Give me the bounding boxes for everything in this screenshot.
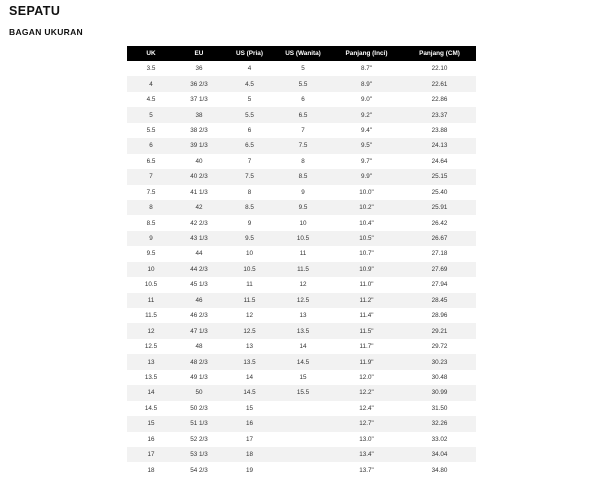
- cell-us-men: 7.5: [245, 173, 254, 181]
- cell-length-inch: 9.7": [361, 157, 372, 165]
- cell-us-men: 18: [245, 451, 253, 459]
- cell-eu: 40 2/3: [190, 173, 208, 181]
- cell-us-men: 5.5: [245, 111, 254, 119]
- cell-length-cm: 27.94: [431, 281, 448, 289]
- cell-length-inch: 11.7": [359, 343, 374, 351]
- cell-length-cm: 29.72: [431, 343, 448, 351]
- cell-uk: 15: [147, 420, 155, 428]
- cell-us-men: 16: [245, 420, 253, 428]
- cell-us-men: 13: [245, 343, 253, 351]
- table-row: [127, 354, 476, 369]
- table-row: [127, 200, 476, 215]
- cell-us-men: 12: [245, 312, 253, 320]
- cell-uk: 12: [147, 327, 155, 335]
- cell-eu: 41 1/3: [190, 188, 208, 196]
- table-header-row: [127, 46, 476, 61]
- table-row: [127, 416, 476, 431]
- cell-length-cm: 23.37: [431, 111, 448, 119]
- cell-us-women: 13.5: [296, 327, 310, 335]
- cell-uk: 11.5: [145, 312, 157, 320]
- cell-length-cm: 26.67: [431, 235, 448, 243]
- table-row: [127, 92, 476, 107]
- cell-us-men: 11: [246, 281, 253, 289]
- cell-length-cm: 25.40: [431, 188, 448, 196]
- table-row: [127, 123, 476, 138]
- cell-eu: 38: [195, 111, 203, 119]
- cell-uk: 18: [147, 466, 155, 474]
- cell-us-men: 5: [247, 96, 252, 104]
- table-row: [127, 231, 476, 246]
- cell-us-women: [276, 416, 330, 431]
- cell-us-women: 11: [299, 250, 307, 258]
- cell-length-cm: 28.45: [431, 296, 448, 304]
- cell-eu: 50 2/3: [190, 404, 208, 412]
- table-row: [127, 385, 476, 400]
- cell-us-men: 7: [247, 157, 252, 165]
- column-header-length-inch: Panjang (Inci): [345, 50, 388, 57]
- cell-us-women: 9: [301, 188, 305, 196]
- cell-us-women: 8.5: [298, 173, 308, 181]
- cell-uk: 4.5: [146, 96, 156, 104]
- cell-length-cm: 31.50: [431, 404, 448, 412]
- column-header-us-men: US (Pria): [236, 50, 263, 57]
- cell-length-inch: 10.4": [359, 219, 374, 227]
- cell-us-women: 9.5: [298, 204, 308, 212]
- cell-eu: 50: [195, 389, 203, 397]
- cell-uk: 14.5: [144, 404, 158, 412]
- cell-uk: 6: [149, 142, 153, 150]
- cell-uk: 8: [149, 204, 153, 212]
- table-row: [127, 215, 476, 230]
- table-body: [127, 61, 476, 478]
- cell-eu: 39 1/3: [190, 142, 208, 150]
- cell-eu: 46: [195, 296, 203, 304]
- cell-length-inch: 8.7": [361, 65, 372, 73]
- cell-length-inch: 12.4": [359, 404, 374, 412]
- cell-uk: 5: [149, 111, 153, 119]
- cell-us-women: 6.5: [298, 111, 308, 119]
- cell-uk: 9.5: [146, 250, 156, 258]
- cell-length-cm: 29.21: [431, 327, 448, 335]
- table-row: [127, 401, 476, 416]
- cell-us-women: 11.5: [297, 265, 309, 273]
- cell-length-inch: 11.4": [359, 312, 374, 320]
- cell-length-inch: 11.9": [359, 358, 374, 366]
- cell-length-inch: 9.4": [361, 126, 372, 134]
- cell-eu: 42 2/3: [190, 219, 208, 227]
- table-row: [127, 61, 476, 76]
- cell-eu: 51 1/3: [190, 420, 208, 428]
- cell-us-women: 5.5: [298, 80, 308, 88]
- table-row: [127, 293, 476, 308]
- cell-length-inch: 9.0": [361, 96, 372, 104]
- cell-us-women: [276, 447, 330, 462]
- cell-length-cm: 30.48: [431, 373, 448, 381]
- cell-length-cm: 30.23: [431, 358, 448, 366]
- cell-length-inch: 12.7": [359, 420, 374, 428]
- cell-uk: 16: [147, 435, 155, 443]
- cell-eu: 49 1/3: [190, 373, 208, 381]
- cell-uk: 4: [149, 80, 153, 88]
- table-row: [127, 154, 476, 169]
- cell-us-men: 4.5: [245, 80, 254, 88]
- cell-us-women: 10: [299, 219, 307, 227]
- cell-length-cm: 30.99: [431, 389, 448, 397]
- cell-eu: 36: [195, 65, 203, 73]
- table-row: [127, 107, 476, 122]
- cell-us-women: 5: [301, 65, 305, 73]
- cell-us-women: [276, 432, 330, 447]
- cell-length-inch: 10.2": [359, 204, 374, 212]
- table-row: [127, 169, 476, 184]
- cell-eu: 44: [195, 250, 203, 258]
- table-row: [127, 277, 476, 292]
- table-row: [127, 76, 476, 91]
- cell-uk: 7: [149, 173, 153, 181]
- cell-length-inch: 11.2": [359, 296, 374, 304]
- cell-uk: 11: [147, 296, 155, 304]
- cell-eu: 36 2/3: [190, 80, 208, 88]
- cell-us-men: 9.5: [245, 235, 254, 243]
- cell-length-cm: 27.18: [431, 250, 448, 258]
- cell-uk: 8.5: [146, 219, 156, 227]
- cell-us-men: 14: [245, 373, 253, 381]
- table-row: [127, 246, 476, 261]
- cell-length-inch: 10.9": [359, 265, 374, 273]
- cell-us-women: 6: [301, 96, 305, 104]
- cell-length-inch: 12.0": [359, 373, 374, 381]
- cell-length-inch: 12.2": [359, 389, 374, 397]
- cell-eu: 43 1/3: [190, 235, 208, 243]
- cell-eu: 48: [195, 343, 203, 351]
- cell-length-inch: 10.5": [359, 235, 374, 243]
- cell-length-inch: 11.5": [359, 327, 374, 335]
- table-row: [127, 185, 476, 200]
- cell-us-women: 13: [299, 312, 307, 320]
- cell-uk: 5.5: [146, 126, 156, 134]
- cell-us-women: 14: [299, 343, 307, 351]
- cell-eu: 46 2/3: [190, 312, 208, 320]
- cell-us-women: 12: [299, 281, 307, 289]
- cell-length-inch: 9.9": [361, 173, 372, 181]
- cell-length-cm: 24.64: [431, 157, 448, 165]
- cell-uk: 13.5: [144, 373, 158, 381]
- cell-uk: 9: [149, 235, 153, 243]
- cell-length-cm: 24.13: [431, 142, 448, 150]
- cell-us-women: [276, 401, 330, 416]
- column-header-eu: EU: [194, 50, 204, 57]
- cell-us-men: 10: [245, 250, 253, 258]
- size-chart-heading: BAGAN UKURAN: [9, 27, 83, 37]
- cell-length-cm: 34.04: [431, 451, 448, 459]
- table-row: [127, 339, 476, 354]
- cell-length-inch: 13.0": [359, 435, 374, 443]
- cell-eu: 52 2/3: [190, 435, 208, 443]
- table-row: [127, 447, 476, 462]
- cell-us-women: [276, 462, 330, 477]
- cell-us-women: 7: [301, 126, 305, 134]
- table-row: [127, 432, 476, 447]
- cell-eu: 47 1/3: [190, 327, 208, 335]
- table-row: [127, 323, 476, 338]
- cell-eu: 40: [195, 157, 203, 165]
- cell-us-men: 10.5: [243, 265, 256, 273]
- cell-uk: 6.5: [146, 157, 156, 165]
- page-title: SEPATU: [9, 4, 61, 18]
- cell-uk: 3.5: [146, 65, 156, 73]
- cell-uk: 10.5: [144, 281, 158, 289]
- cell-us-men: 4: [247, 65, 252, 73]
- cell-us-men: 8.5: [245, 204, 254, 212]
- cell-length-cm: 32.26: [431, 420, 448, 428]
- cell-eu: 54 2/3: [190, 466, 208, 474]
- table-row: [127, 308, 476, 323]
- cell-us-men: 8: [247, 188, 252, 196]
- cell-length-cm: 28.96: [431, 312, 448, 320]
- table-row: [127, 462, 476, 477]
- cell-eu: 45 1/3: [190, 281, 208, 289]
- cell-length-inch: 9.5": [361, 142, 372, 150]
- cell-us-women: 15.5: [296, 389, 310, 397]
- cell-uk: 14: [147, 389, 155, 397]
- cell-length-cm: 25.15: [431, 173, 448, 181]
- cell-length-cm: 22.10: [431, 65, 448, 73]
- column-header-uk: UK: [146, 50, 156, 57]
- cell-us-men: 19: [245, 466, 253, 474]
- cell-eu: 38 2/3: [190, 126, 208, 134]
- cell-eu: 44 2/3: [190, 265, 208, 273]
- cell-us-men: 6.5: [245, 142, 254, 150]
- table-row: [127, 370, 476, 385]
- cell-us-men: 15: [245, 404, 253, 412]
- cell-us-women: 8: [301, 157, 305, 165]
- cell-us-women: 14.5: [296, 358, 310, 366]
- cell-length-inch: 13.7": [359, 466, 374, 474]
- cell-us-men: 9: [247, 219, 252, 227]
- cell-eu: 53 1/3: [190, 451, 208, 459]
- cell-uk: 10: [147, 265, 155, 273]
- cell-length-inch: 9.2": [361, 111, 372, 119]
- cell-length-cm: 23.88: [431, 126, 448, 134]
- cell-length-inch: 11.0": [359, 281, 374, 289]
- cell-eu: 37 1/3: [190, 96, 208, 104]
- cell-us-men: 6: [247, 126, 252, 134]
- cell-length-cm: 33.02: [431, 435, 448, 443]
- cell-length-inch: 8.9": [361, 80, 372, 88]
- cell-length-cm: 25.91: [431, 204, 448, 212]
- cell-length-cm: 34.80: [431, 466, 448, 474]
- cell-us-women: 10.5: [296, 235, 310, 243]
- cell-us-men: 14.5: [243, 389, 256, 397]
- cell-length-inch: 10.7": [359, 250, 374, 258]
- cell-uk: 17: [147, 451, 155, 459]
- cell-us-men: 12.5: [243, 327, 256, 335]
- cell-us-men: 11.5: [243, 296, 256, 304]
- cell-us-women: 7.5: [298, 142, 308, 150]
- cell-us-men: 13.5: [243, 358, 256, 366]
- cell-eu: 48 2/3: [190, 358, 208, 366]
- cell-us-women: 15: [299, 373, 307, 381]
- cell-us-women: 12.5: [296, 296, 310, 304]
- cell-length-cm: 22.61: [431, 80, 448, 88]
- cell-uk: 7.5: [146, 188, 156, 196]
- cell-us-men: 17: [245, 435, 253, 443]
- cell-uk: 12.5: [144, 343, 158, 351]
- size-chart-table: [127, 46, 476, 478]
- cell-length-inch: 10.0": [359, 188, 374, 196]
- cell-length-inch: 13.4": [359, 451, 374, 459]
- column-header-length-cm: Panjang (CM): [419, 50, 460, 57]
- table-row: [127, 262, 476, 277]
- size-chart-table-container: [127, 46, 476, 478]
- cell-uk: 13: [147, 358, 155, 366]
- cell-length-cm: 27.69: [431, 265, 448, 273]
- cell-length-cm: 26.42: [431, 219, 448, 227]
- table-row: [127, 138, 476, 153]
- cell-eu: 42: [195, 204, 203, 212]
- cell-length-cm: 22.86: [431, 96, 448, 104]
- column-header-us-women: US (Wanita): [285, 50, 321, 57]
